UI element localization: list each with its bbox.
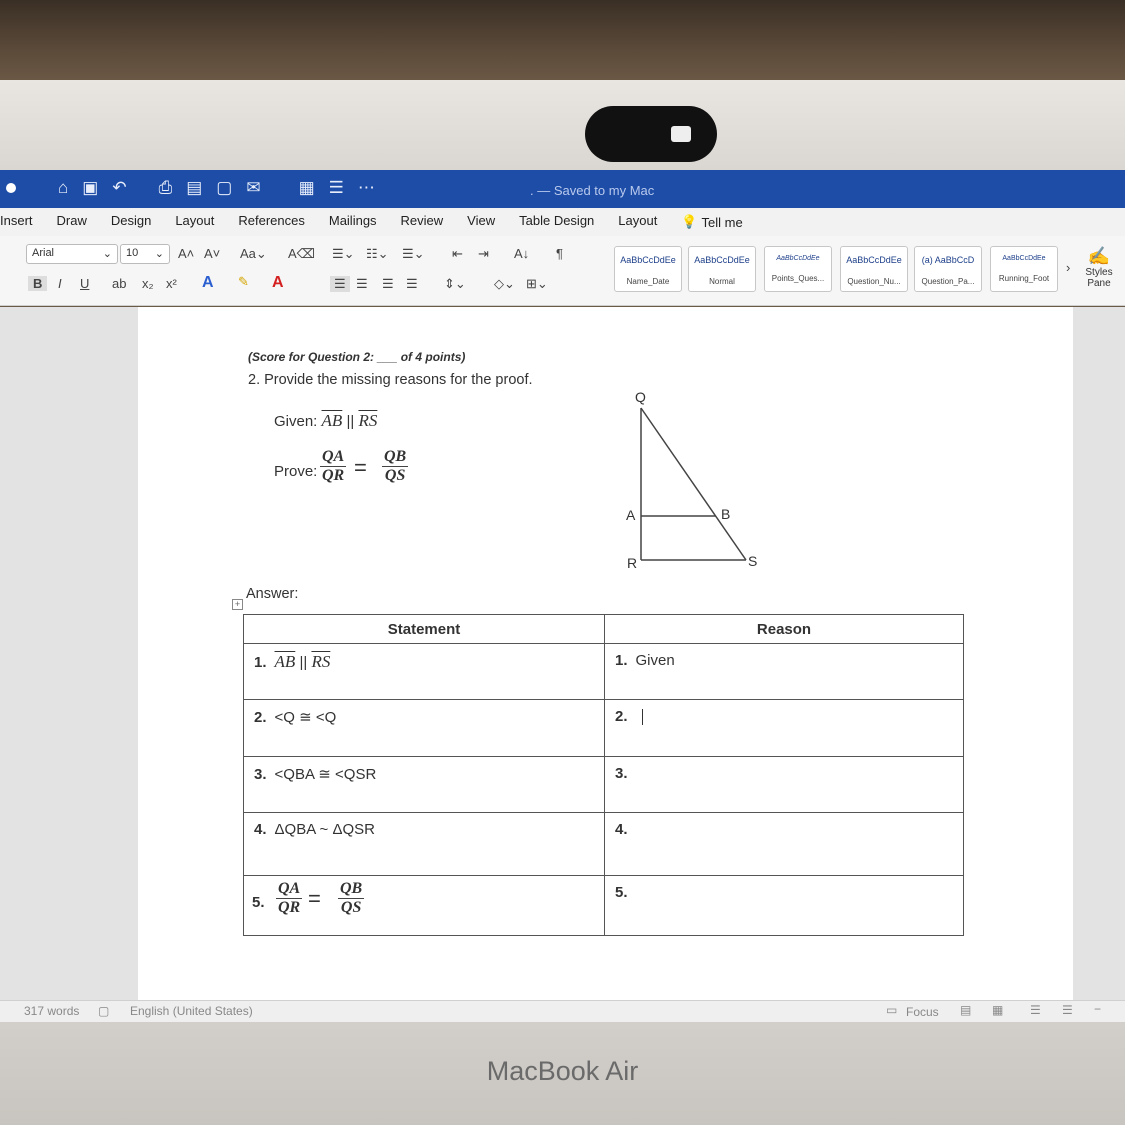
camera-notch [585, 106, 717, 162]
style-card-name-date[interactable] [614, 246, 682, 292]
device-label: MacBook Air [486, 1056, 639, 1086]
label-r: R [627, 555, 638, 571]
table-row [244, 757, 964, 813]
quick-access-toolbar [6, 178, 375, 198]
prove-fraction-right [382, 448, 408, 485]
fraction-denominator: QS [384, 467, 406, 484]
tell-me[interactable] [669, 208, 754, 236]
segment-rs: $\overline{RS}$ [358, 411, 378, 430]
style-name: Question_Nu... [847, 277, 901, 286]
lightbulb-icon: 💡 [681, 214, 698, 229]
label-b: B [721, 506, 731, 522]
statement-fraction-right [338, 880, 364, 917]
segment-rs: $\overline{RS}$ [311, 652, 331, 671]
tab-design[interactable]: Design [110, 213, 152, 228]
row-number: 3. [254, 766, 267, 783]
mail-icon[interactable]: ✉ [246, 178, 261, 197]
tab-view[interactable]: View [467, 213, 496, 228]
row-number: 4. [254, 821, 267, 838]
new-doc-icon[interactable]: ▢ [216, 178, 233, 197]
style-card-question-pa[interactable] [914, 246, 982, 292]
bullets-icon[interactable]: ☰⌄ [332, 246, 355, 261]
statement-fraction-left [276, 880, 302, 917]
strikethrough-icon[interactable]: ab [112, 276, 127, 291]
check-icon[interactable]: ▤ [186, 178, 203, 197]
tab-draw[interactable]: Draw [56, 213, 87, 228]
word-count[interactable]: 317 words [24, 1004, 80, 1018]
print-layout-icon[interactable]: ▤ [960, 1003, 972, 1017]
styles-pane-icon: ✍ [1087, 246, 1111, 266]
shading-icon[interactable]: ◇⌄ [494, 276, 515, 291]
focus-icon[interactable]: ▭ [886, 1003, 898, 1017]
statement-text: ΔQBA ~ ΔQSR [274, 821, 376, 838]
tab-layout[interactable]: Layout [175, 213, 215, 228]
segment-ab: $\overline{AB}$ [274, 652, 296, 671]
table-icon[interactable]: ▦ [298, 178, 315, 197]
style-name: Points_Ques... [771, 274, 825, 283]
style-card-running-foot[interactable] [990, 246, 1058, 292]
parallel-symbol: || [295, 654, 312, 671]
align-left-icon[interactable]: ☰ [330, 276, 350, 292]
fraction-numerator: QA [278, 880, 301, 897]
subscript-icon[interactable]: x₂ [142, 276, 154, 291]
pilcrow-icon[interactable]: ¶ [556, 246, 563, 261]
camera-shutter [671, 126, 691, 142]
label-s: S [748, 553, 758, 569]
table-header-row [244, 615, 964, 644]
borders-icon[interactable]: ⊞⌄ [526, 276, 548, 291]
question-text: 2. Provide the missing reasons for the proof. [248, 372, 533, 388]
fraction-numerator: QB [340, 880, 363, 897]
decrease-indent-icon[interactable]: ⇤ [452, 246, 463, 261]
row-number: 3. [615, 765, 628, 782]
reason-cell[interactable] [605, 700, 964, 757]
label-a: A [626, 507, 636, 523]
equals-sign: = [308, 886, 321, 911]
italic-icon[interactable]: I [58, 276, 62, 291]
prove-label: Prove: [274, 463, 318, 480]
zoom-out-icon[interactable]: − [1094, 1002, 1102, 1016]
tab-insert[interactable]: Insert [0, 213, 33, 228]
label-q: Q [635, 389, 646, 405]
multilevel-icon[interactable]: ☰⌄ [402, 246, 425, 261]
title-bar [0, 170, 1125, 208]
chevron-down-icon: ⌄ [102, 248, 112, 260]
superscript-icon[interactable]: x² [166, 276, 177, 291]
more-icon[interactable]: ⋯ [357, 178, 375, 197]
grow-font-icon[interactable]: A˄ [178, 246, 195, 261]
reason-header: Reason [605, 615, 964, 644]
style-preview: AaBbCcDdEe [776, 255, 820, 262]
underline-icon[interactable]: U [80, 276, 90, 291]
given-label: Given: [274, 413, 318, 430]
undo-icon[interactable]: ↶ [112, 178, 127, 197]
style-preview: AaBbCcDdEe [620, 255, 676, 265]
style-preview: AaBbCcDdEe [694, 255, 750, 265]
triangle-diagram [620, 388, 780, 578]
background-wall [0, 0, 1125, 90]
highlight-icon[interactable]: ✎ [238, 274, 249, 289]
equals-sign: = [354, 455, 367, 480]
list-icon[interactable]: ☰ [328, 178, 344, 197]
screen-bezel [0, 80, 1125, 175]
justify-icon[interactable]: ☰ [406, 276, 418, 291]
font-color-icon[interactable]: A [272, 274, 284, 291]
prove-fraction-left [320, 448, 346, 485]
row-number: 2. [254, 709, 267, 726]
parallel-symbol: || [342, 413, 359, 430]
segment-ab: $\overline{AB}$ [321, 411, 343, 430]
statement-cell[interactable] [244, 644, 605, 700]
style-preview: AaBbCcDdEe [1002, 255, 1046, 262]
autosave-toggle-icon[interactable] [6, 183, 16, 193]
reason-cell[interactable] [605, 876, 964, 936]
statement-header: Statement [244, 615, 605, 644]
font-name-select[interactable] [26, 244, 118, 264]
sort-icon[interactable]: A↓ [514, 246, 530, 261]
chevron-down-icon: ⌄ [154, 248, 164, 260]
web-layout-icon[interactable]: ▦ [992, 1003, 1004, 1017]
style-card-normal[interactable] [688, 246, 756, 292]
shrink-font-icon[interactable]: A˅ [204, 246, 221, 261]
clear-format-icon[interactable]: A⌫ [288, 246, 316, 261]
styles-pane-label: Styles Pane [1085, 267, 1113, 289]
row-number: 1. [254, 654, 267, 671]
tab-table-design[interactable]: Table Design [519, 213, 595, 228]
increase-indent-icon[interactable]: ⇥ [478, 246, 489, 261]
style-preview: AaBbCcDdEe [846, 255, 902, 265]
draft-view-icon[interactable]: ☰ [1062, 1003, 1073, 1017]
tab-references[interactable]: References [238, 213, 305, 228]
align-center-icon[interactable]: ☰ [356, 276, 368, 291]
tab-mailings[interactable]: Mailings [328, 213, 377, 228]
table-row [244, 700, 964, 757]
score-line: (Score for Question 2: ___ of 4 points) [248, 350, 466, 364]
row-number: 4. [615, 821, 628, 838]
table-row [244, 876, 964, 936]
statement-cell[interactable] [244, 757, 605, 813]
language-status[interactable]: English (United States) [130, 1004, 253, 1018]
fraction-numerator: QA [322, 448, 345, 465]
fraction-denominator: QS [340, 899, 362, 916]
tab-review[interactable]: Review [400, 213, 444, 228]
statement-text: <Q ≅ <Q [274, 709, 337, 726]
given-line [274, 411, 377, 431]
bold-icon[interactable]: B [28, 276, 47, 291]
text-cursor [642, 709, 643, 725]
ribbon-tabs [0, 208, 1125, 236]
statement-cell[interactable] [244, 813, 605, 876]
focus-label[interactable]: Focus [906, 1005, 939, 1019]
style-name: Running_Foot [998, 274, 1050, 283]
table-move-handle[interactable]: + [232, 599, 243, 610]
statement-cell[interactable] [244, 700, 605, 757]
text-effects-icon[interactable]: A [202, 274, 214, 291]
fraction-denominator: QR [322, 467, 345, 484]
status-bar [0, 1000, 1125, 1022]
row-number: 2. [615, 708, 628, 725]
statement-cell[interactable] [244, 876, 605, 936]
change-case-icon[interactable]: Aa⌄ [240, 246, 267, 261]
style-name: Name_Date [626, 277, 670, 286]
proof-table [243, 614, 964, 936]
fraction-numerator: QB [384, 448, 407, 465]
numbering-icon[interactable]: ☷⌄ [366, 246, 389, 261]
row-number: 5. [252, 894, 265, 911]
home-icon[interactable]: ⌂ [58, 178, 69, 197]
row-number: 5. [615, 884, 628, 901]
home-ribbon [0, 236, 1125, 306]
font-name-value: Arial [32, 247, 55, 259]
font-size-value: 10 [126, 247, 139, 259]
reason-cell[interactable] [605, 757, 964, 813]
outline-view-icon[interactable]: ☰ [1030, 1003, 1041, 1017]
tab-table-layout[interactable]: Layout [618, 213, 658, 228]
tell-me-label: Tell me [701, 214, 743, 230]
save-icon[interactable]: ▣ [82, 178, 99, 197]
style-name: Normal [709, 277, 735, 286]
line-spacing-icon[interactable]: ⇕⌄ [444, 276, 466, 291]
styles-more-icon[interactable]: › [1066, 260, 1071, 275]
style-name: Question_Pa... [921, 277, 975, 286]
style-card-points-ques[interactable] [764, 246, 832, 292]
table-row [244, 813, 964, 876]
proofing-icon[interactable]: ▢ [98, 1004, 110, 1018]
segment-qs [641, 408, 746, 560]
font-size-select[interactable] [120, 244, 170, 264]
print-icon[interactable]: ⎙ [158, 178, 173, 197]
align-right-icon[interactable]: ☰ [382, 276, 394, 291]
answer-label: Answer: [246, 586, 299, 602]
reason-cell[interactable] [605, 644, 964, 700]
row-number: 1. [615, 652, 628, 669]
style-preview: (a) AaBbCcD [921, 255, 975, 265]
table-row [244, 644, 964, 700]
reason-text: Given [635, 652, 675, 669]
fraction-denominator: QR [278, 899, 301, 916]
statement-text: <QBA ≅ <QSR [274, 766, 377, 783]
window-title: . — Saved to my Mac [530, 183, 655, 198]
style-card-question-nu[interactable] [840, 246, 908, 292]
reason-cell[interactable] [605, 813, 964, 876]
styles-pane-button[interactable] [1080, 246, 1118, 289]
